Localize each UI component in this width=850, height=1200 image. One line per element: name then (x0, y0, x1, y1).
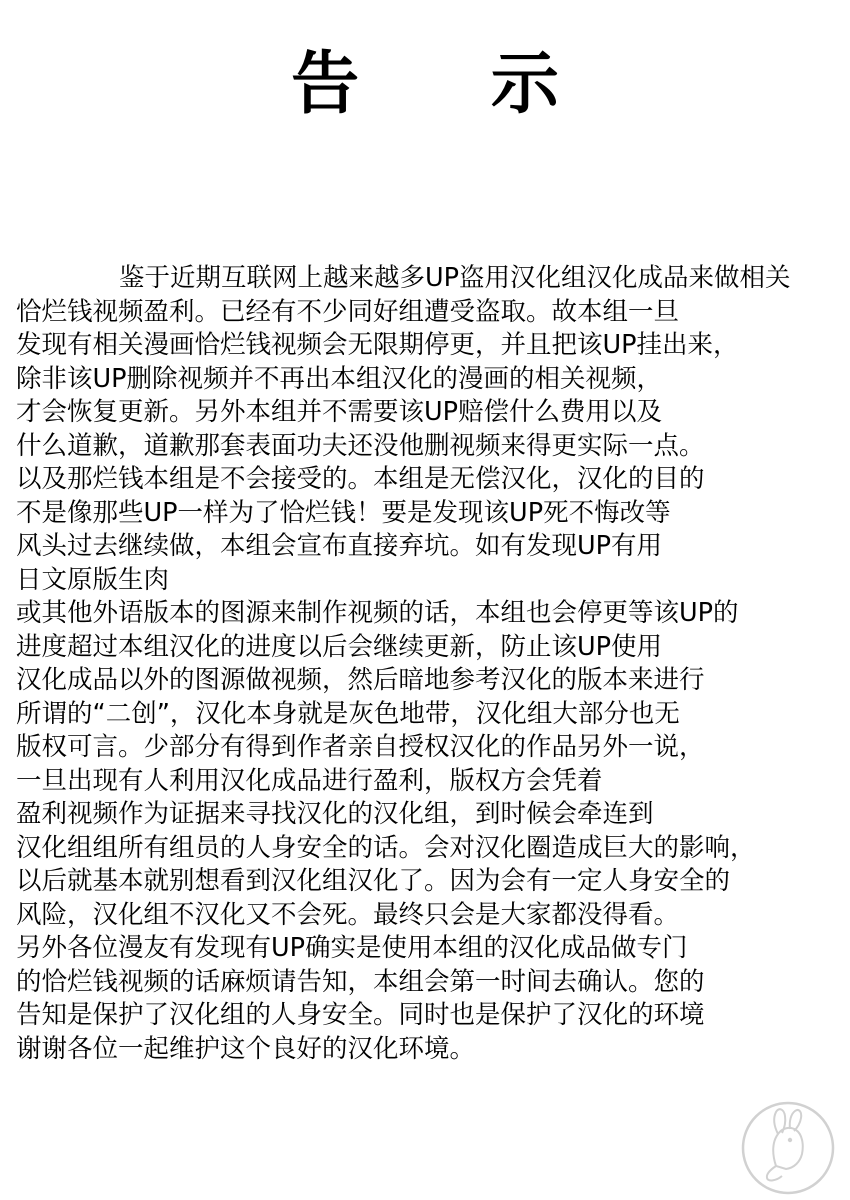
body-line: 不是像那些UP一样为了恰烂钱！要是发现该UP死不悔改等 (16, 497, 671, 528)
body-line: 的恰烂钱视频的话麻烦请告知，本组会第一时间去确认。您的 (16, 966, 705, 997)
body-line: 另外各位漫友有发现有UP确实是使用本组的汉化成品做专门 (16, 933, 688, 963)
body-line: 以后就基本就别想看到汉化组汉化了。因为会有一定人身安全的 (16, 866, 731, 896)
body-line: 才会恢复更新。另外本组并不需要该UP赔偿什么费用以及 (16, 397, 663, 427)
body-line: 鉴于近期互联网上越来越多UP盗用汉化组汉化成品来做相关 (68, 263, 791, 293)
body-line: 什么道歉，道歉那套表面功夫还没他删视频来得更实际一点。 (16, 430, 705, 461)
body-line: 汉化组组所有组员的人身安全的话。会对汉化圈造成巨大的影响， (16, 832, 756, 863)
body-line: 一旦出现有人利用汉化成品进行盈利，版权方会凭着 (16, 765, 603, 796)
body-line: 版权可言。少部分有得到作者亲自授权汉化的作品另外一说， (16, 732, 705, 762)
body-line: 盈利视频作为证据来寻找汉化的汉化组，到时候会牵连到 (16, 799, 654, 829)
page-title: 告 示 (291, 45, 613, 124)
body-line: 进度超过本组汉化的进度以后会继续更新，防止该UP使用 (16, 631, 663, 662)
body-line: 风头过去继续做，本组会宣布直接弃坑。如有发现UP有用 (16, 531, 663, 561)
body-line: 日文原版生肉 (16, 564, 170, 595)
body-line: 风险，汉化组不汉化又不会死。最终只会是大家都没得看。 (16, 899, 680, 930)
notice-body (16, 262, 846, 1066)
body-line: 发现有相关漫画恰烂钱视频会无限期停更，并且把该UP挂出来， (16, 330, 739, 360)
body-line: 以及那烂钱本组是不会接受的。本组是无偿汉化，汉化的目的 (16, 464, 705, 494)
body-line: 谢谢各位一起维护这个良好的汉化环境。 (16, 1033, 476, 1064)
body-line: 所谓的“二创”，汉化本身就是灰色地带，汉化组大部分也无 (16, 698, 680, 729)
body-line: 告知是保护了汉化组的人身安全。同时也是保护了汉化的环境 (16, 1000, 705, 1030)
body-line: 除非该UP删除视频并不再出本组汉化的漫画的相关视频， (16, 363, 663, 394)
body-line: 或其他外语版本的图源来制作视频的话，本组也会停更等该UP的 (16, 598, 739, 628)
body-line: 汉化成品以外的图源做视频，然后暗地参考汉化的版本来进行 (16, 665, 705, 695)
rabbit-logo-watermark-icon (732, 1096, 844, 1196)
body-line: 恰烂钱视频盈利。已经有不少同好组遭受盗取。故本组一旦 (16, 296, 680, 327)
